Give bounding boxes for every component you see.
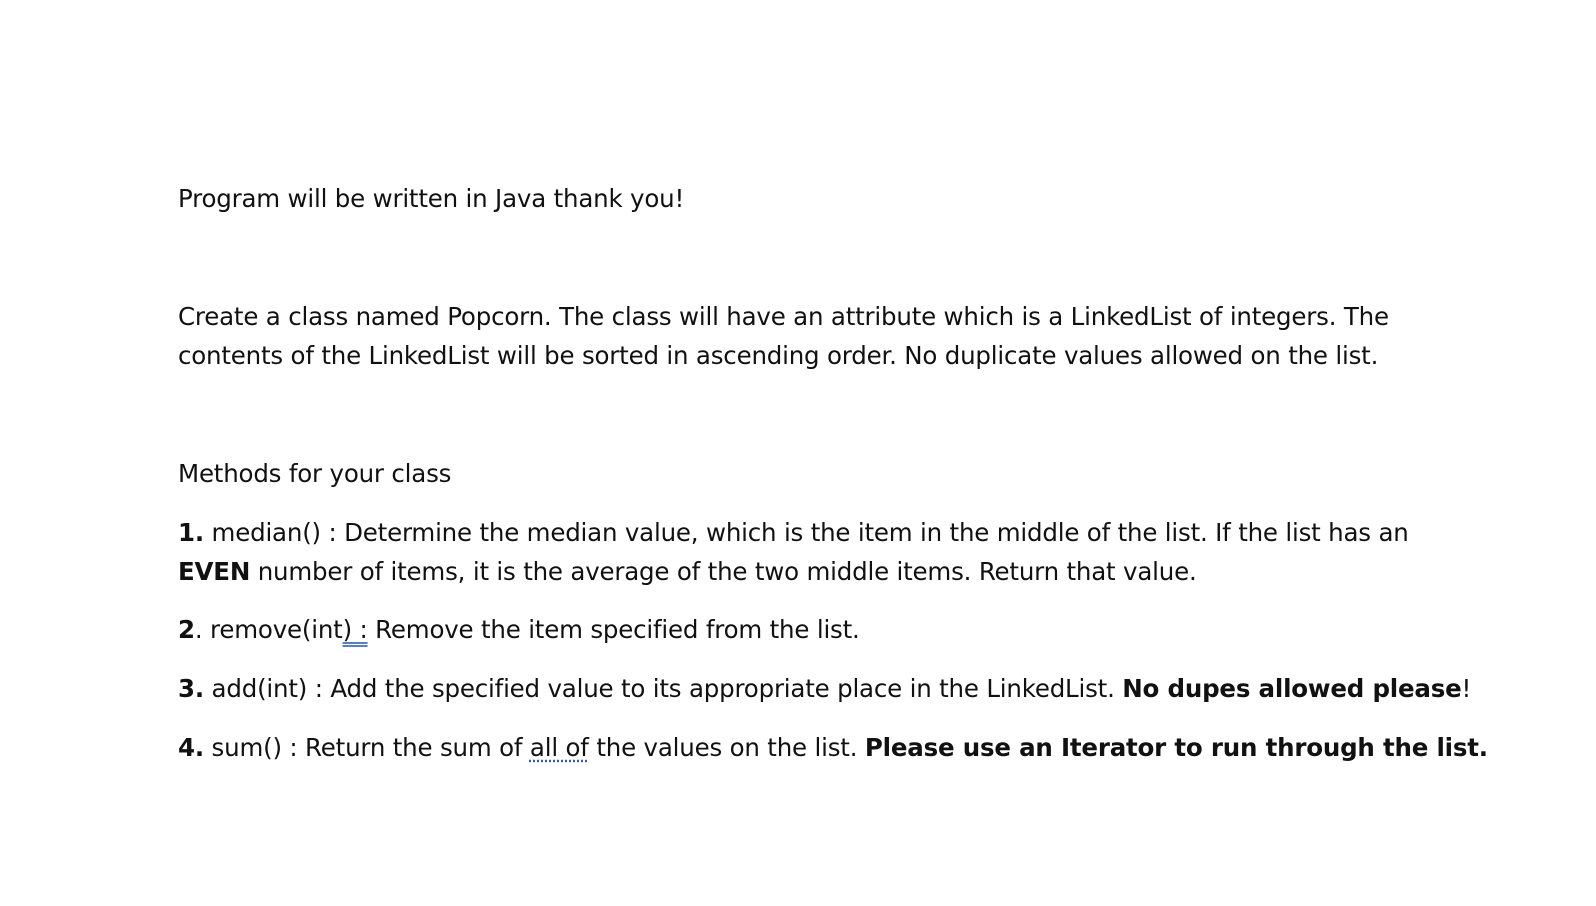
intro-line: Program will be written in Java thank you! bbox=[178, 184, 685, 213]
method-2-text: Remove the item specified from the list. bbox=[367, 615, 860, 644]
method-3-line bbox=[178, 674, 1471, 704]
method-1-number: 1. bbox=[178, 518, 204, 547]
method-4-bold: Please use an Iterator to run through the list. bbox=[864, 733, 1488, 762]
method-4-text-b: the values on the list. bbox=[588, 733, 865, 762]
method-3-text: add(int) : Add the specified value to its appropriate place in the LinkedList. bbox=[203, 674, 1123, 703]
method-4-number: 4. bbox=[178, 733, 204, 762]
method-3-bold: No dupes allowed please bbox=[1122, 674, 1462, 703]
description-line-1: Create a class named Popcorn. The class will have an attribute which is a LinkedList of integers. The bbox=[178, 302, 1389, 331]
method-1-text-2: number of items, it is the average of the two middle items. Return that value. bbox=[250, 557, 1197, 586]
method-3-number: 3. bbox=[178, 674, 204, 703]
method-1-even: EVEN bbox=[178, 557, 251, 586]
method-4-text-a: sum() : Return the sum of bbox=[203, 733, 530, 762]
description-line-2: contents of the LinkedList will be sorted in ascending order. No duplicate values allowed on the list. bbox=[178, 341, 1379, 370]
method-4-line bbox=[178, 733, 1488, 763]
method-3-tail: ! bbox=[1461, 674, 1472, 703]
method-2-line bbox=[178, 615, 860, 645]
methods-heading: Methods for your class bbox=[178, 459, 452, 488]
method-1-line-1 bbox=[178, 518, 1409, 548]
method-2-signature: . remove(int bbox=[194, 615, 343, 644]
method-1-line-2 bbox=[178, 557, 1197, 587]
method-4-grammar-flag[interactable]: all of bbox=[529, 733, 589, 762]
method-2-grammar-flag[interactable]: ) : bbox=[342, 615, 368, 644]
method-1-text: median() : Determine the median value, which is the item in the middle of the list. If the list has an bbox=[203, 518, 1409, 547]
method-2-number: 2 bbox=[178, 615, 195, 644]
